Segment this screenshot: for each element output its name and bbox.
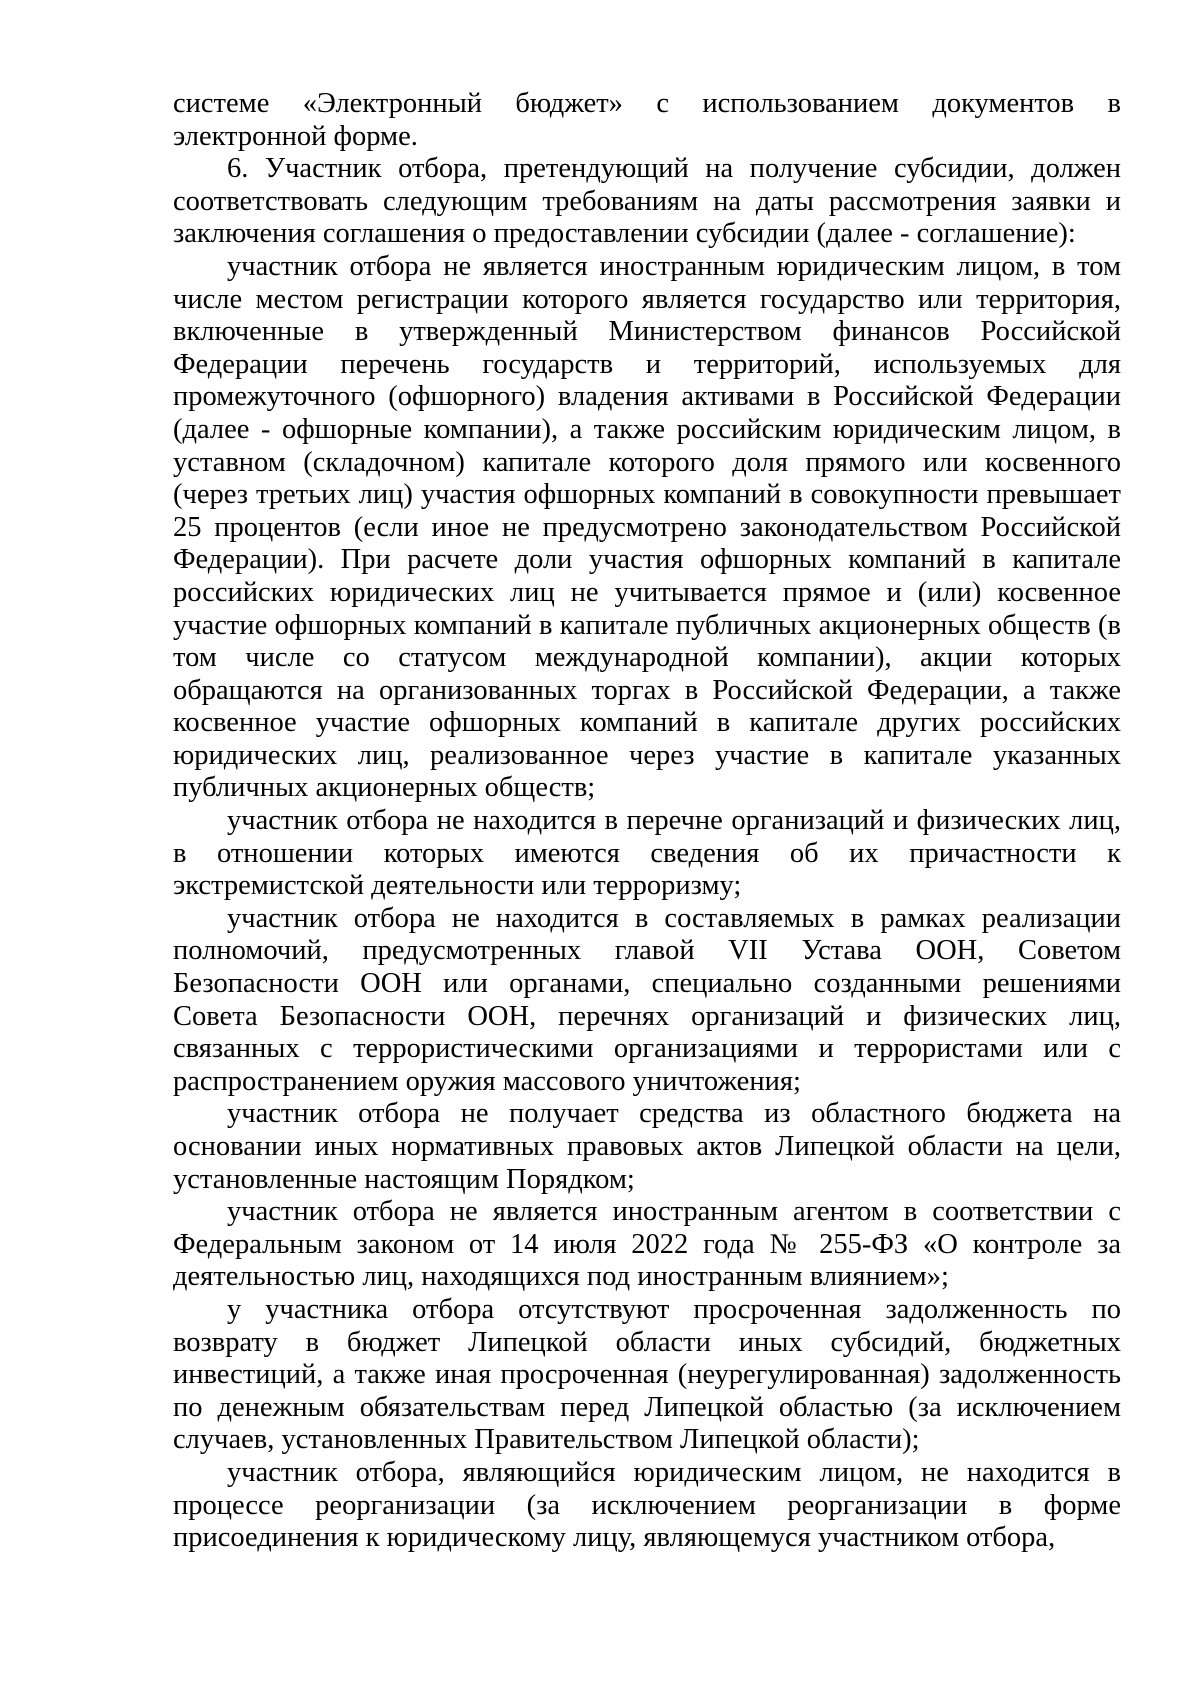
paragraph-continuation: системе «Электронный бюджет» с использованием документов в электронной форме. xyxy=(173,88,1121,152)
paragraph-requirement-reorganization: участник отбора, являющийся юридическим лицом, не находится в процессе реорганизации (за исключением реорганизации в форме присоединения к юридическому лицу, являющемуся участником отбора, xyxy=(173,1456,1121,1554)
document-page xyxy=(173,88,1121,1555)
paragraph-requirement-un-lists: участник отбора не находится в составляемых в рамках реализации полномочий, предусмотренных главой VII Устава ООН, Советом Безопасности ООН или органами, специально созданными решениями Совета Безопасности ООН, перечнях организаций и физических лиц, связанных с террористическими организациями и террористами или с распространением оружия массового уничтожения; xyxy=(173,902,1121,1097)
paragraph-requirement-foreign-agent: участник отбора не является иностранным агентом в соответствии с Федеральным законом от 14 июля 2022 года № 255-ФЗ «О контроле за деятельностью лиц, находящихся под иностранным влиянием»; xyxy=(173,1196,1121,1293)
paragraph-requirement-other-funds: участник отбора не получает средства из областного бюджета на основании иных нормативных правовых актов Липецкой области на цели, установленные настоящим Порядком; xyxy=(173,1098,1121,1195)
paragraph-requirement-offshore: участник отбора не является иностранным юридическим лицом, в том числе местом регистрации которого является государство или территория, включенные в утвержденный Министерством финансов Российской Федерации перечень государств и территорий, используемых для промежуточного (офшорного) владения активами в Российской Федерации (далее - офшорные компании), а также российским юридическим лицом, в уставном (складочном) капитале которого доля прямого или косвенного (через третьих лиц) участия офшорных компаний в совокупности превышает 25 процентов (если иное не предусмотрено законодательством Российской Федерации). При расчете доли участия офшорных компаний в капитале российских юридических лиц не учитывается прямое и (или) косвенное участие офшорных компаний в капитале публичных акционерных обществ (в том числе со статусом международной компании), акции которых обращаются на организованных торгах в Российской Федерации, а также косвенное участие офшорных компаний в капитале других российских юридических лиц, реализованное через участие в капитале указанных публичных акционерных обществ; xyxy=(173,250,1121,804)
paragraph-item-6: 6. Участник отбора, претендующий на получение субсидии, должен соответствовать следующим требованиям на даты рассмотрения заявки и заключения соглашения о предоставлении субсидии (далее - соглашение): xyxy=(173,153,1121,250)
paragraph-requirement-debt: у участника отбора отсутствуют просроченная задолженность по возврату в бюджет Липецкой области иных субсидий, бюджетных инвестиций, а также иная просроченная (неурегулированная) задолженность по денежным обязательствам перед Липецкой областью (за исключением случаев, установленных Правительством Липецкой области); xyxy=(173,1293,1121,1456)
paragraph-requirement-extremism: участник отбора не находится в перечне организаций и физических лиц, в отношении которых имеются сведения об их причастности к экстремистской деятельности или терроризму; xyxy=(173,805,1121,902)
